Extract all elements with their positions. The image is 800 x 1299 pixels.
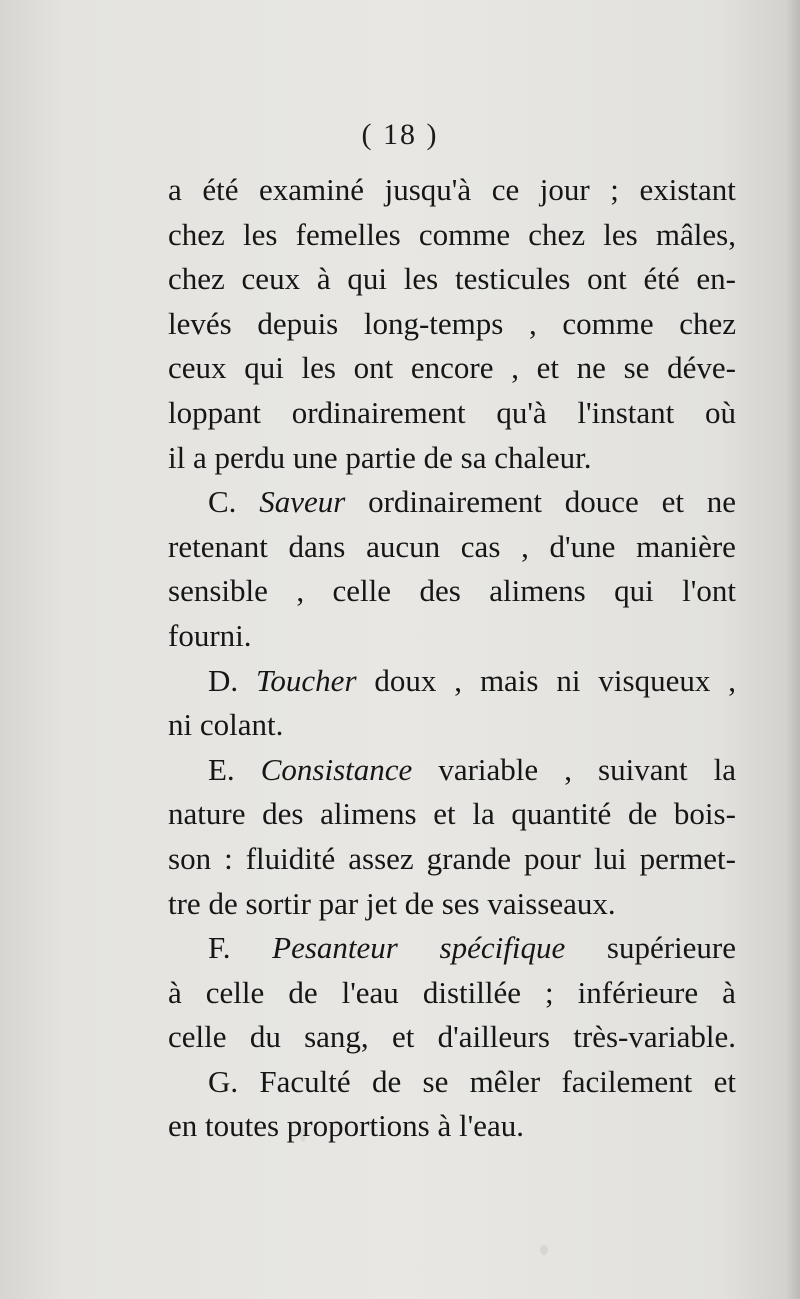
word: été: [643, 261, 680, 297]
page-number: ( 18 ): [361, 118, 439, 151]
word: sang,: [304, 1019, 369, 1055]
word: ,: [511, 350, 519, 386]
word: se: [422, 1063, 449, 1099]
word: à: [316, 261, 331, 297]
word: qui: [244, 350, 284, 386]
word: existant: [639, 172, 736, 207]
text-line: [168, 346, 736, 391]
word: déve-: [667, 350, 736, 386]
text-run: ni colant.: [168, 707, 284, 743]
word: G.: [208, 1063, 239, 1099]
word: E.: [208, 751, 235, 787]
word: les: [242, 216, 278, 252]
word: mais: [479, 662, 539, 698]
text-line: [168, 703, 736, 748]
text-line: [168, 1015, 736, 1060]
italic-word: Saveur: [259, 484, 346, 520]
body-text: [168, 168, 736, 1149]
word: visqueux: [598, 662, 711, 698]
text-run: fourni.: [168, 617, 252, 653]
italic-word: Pesanteur: [272, 930, 398, 966]
word: à: [168, 974, 182, 1010]
text-line: [168, 257, 736, 302]
word: ordinairement: [291, 394, 466, 430]
word: douce: [564, 484, 639, 520]
italic-word: Toucher: [256, 662, 357, 698]
word: Faculté: [259, 1063, 351, 1099]
word: chez: [528, 216, 586, 252]
word: ,: [528, 305, 537, 341]
text-line: [168, 436, 736, 481]
word: ce: [491, 172, 520, 207]
word: d'une: [549, 528, 616, 564]
word: son: [168, 840, 212, 876]
text-line: [168, 659, 736, 704]
text-run: en toutes proportions à l'eau.: [168, 1108, 524, 1144]
word: lui: [593, 840, 627, 876]
italic-word: spécifique: [439, 930, 566, 966]
word: de: [288, 974, 318, 1010]
word: ceux: [241, 261, 301, 297]
word: sensible: [168, 573, 268, 609]
word: chez: [679, 305, 736, 341]
word: pour: [524, 840, 581, 876]
word: ;: [610, 172, 619, 207]
text-line: [168, 480, 736, 525]
word: levés: [168, 305, 232, 341]
word: d'ailleurs: [437, 1019, 550, 1055]
word: qui: [347, 261, 387, 297]
text-run: il a perdu une partie de sa chaleur.: [168, 439, 592, 475]
word: du: [249, 1019, 281, 1055]
word: l'instant: [577, 394, 675, 430]
word: testicules: [454, 261, 571, 297]
word: fluidité: [245, 840, 336, 876]
word: les: [403, 261, 439, 297]
text-line: [168, 792, 736, 837]
word: très-variable.: [573, 1019, 736, 1055]
word: C.: [208, 484, 237, 520]
word: ,: [521, 528, 529, 564]
word: supérieure: [606, 930, 736, 966]
text-line: [168, 569, 736, 614]
word: variable: [438, 751, 539, 787]
word: a: [168, 172, 182, 207]
word: chez: [168, 261, 225, 297]
text-line: [168, 882, 736, 927]
ink-spot: [540, 1245, 548, 1255]
word: assez: [348, 840, 414, 876]
word: retenant: [168, 528, 268, 564]
word: l'ont: [682, 573, 736, 609]
word: des: [419, 573, 461, 609]
word: long-temps: [363, 305, 504, 341]
word: des: [262, 796, 304, 832]
word: ont: [587, 261, 627, 297]
text-line: [168, 168, 736, 213]
word: ,: [296, 573, 305, 609]
word: alimens: [320, 796, 417, 832]
word: l'eau: [341, 974, 399, 1010]
text-line: [168, 614, 736, 659]
word: distillée: [422, 974, 521, 1010]
word: ;: [545, 974, 554, 1010]
text-line: [168, 525, 736, 570]
word: la: [713, 751, 736, 787]
word: facilement: [561, 1063, 693, 1099]
word: permet-: [639, 840, 736, 876]
word: comme: [418, 216, 511, 252]
word: qui: [614, 573, 654, 609]
word: ,: [454, 662, 463, 698]
text-line: [168, 1060, 736, 1105]
word: mêler: [469, 1063, 541, 1099]
word: cas: [460, 528, 501, 564]
word: de: [627, 796, 658, 832]
word: ont: [353, 350, 394, 386]
word: et: [661, 484, 684, 520]
word: celle: [205, 974, 265, 1010]
word: F.: [208, 930, 231, 966]
word: celle: [168, 1019, 227, 1055]
word: celle: [332, 573, 392, 609]
word: et: [713, 1063, 736, 1099]
text-line: [168, 302, 736, 347]
word: en-: [696, 261, 736, 297]
word: examiné: [259, 172, 365, 207]
text-line: [168, 971, 736, 1016]
word: inférieure: [577, 974, 699, 1010]
word: dans: [288, 528, 346, 564]
word: suivant: [598, 751, 688, 787]
word: les: [603, 216, 638, 252]
italic-word: Consistance: [260, 751, 413, 787]
word: où: [705, 394, 736, 430]
word: D.: [208, 662, 239, 698]
word: les: [301, 350, 336, 386]
word: femelles: [295, 216, 401, 252]
text-line: [168, 837, 736, 882]
page-edge-shadow: [786, 0, 800, 1299]
text-run: tre de sortir par jet de ses vaisseaux.: [168, 885, 616, 921]
word: se: [623, 350, 650, 386]
word: manière: [636, 528, 736, 564]
word: qu'à: [496, 394, 547, 430]
word: alimens: [489, 573, 586, 609]
text-line: [168, 748, 736, 793]
word: nature: [168, 796, 246, 832]
word: loppant: [168, 394, 261, 430]
word: et: [433, 796, 456, 832]
word: de: [371, 1063, 402, 1099]
word: jusqu'à: [384, 172, 472, 207]
word: la: [472, 796, 495, 832]
word: chez: [168, 216, 225, 252]
word: encore: [410, 350, 494, 386]
word: ni: [556, 662, 581, 698]
word: à: [722, 974, 736, 1010]
word: ne: [576, 350, 606, 386]
text-line: [168, 1104, 736, 1149]
text-line: [168, 391, 736, 436]
word: comme: [562, 305, 654, 341]
word: bois-: [673, 796, 736, 832]
word: aucun: [366, 528, 441, 564]
word: ne: [706, 484, 736, 520]
word: ,: [564, 751, 572, 787]
word: et: [536, 350, 559, 386]
word: ordinairement: [368, 484, 542, 520]
word: :: [224, 840, 233, 876]
word: grande: [426, 840, 511, 876]
text-line: [168, 213, 736, 258]
word: quantité: [511, 796, 612, 832]
word: été: [202, 172, 239, 207]
word: mâles,: [655, 216, 736, 252]
word: ceux: [168, 350, 227, 386]
word: depuis: [257, 305, 339, 341]
word: jour: [539, 172, 590, 207]
word: et: [391, 1019, 415, 1055]
word: ,: [728, 662, 736, 698]
text-line: [168, 926, 736, 971]
word: doux: [374, 662, 437, 698]
